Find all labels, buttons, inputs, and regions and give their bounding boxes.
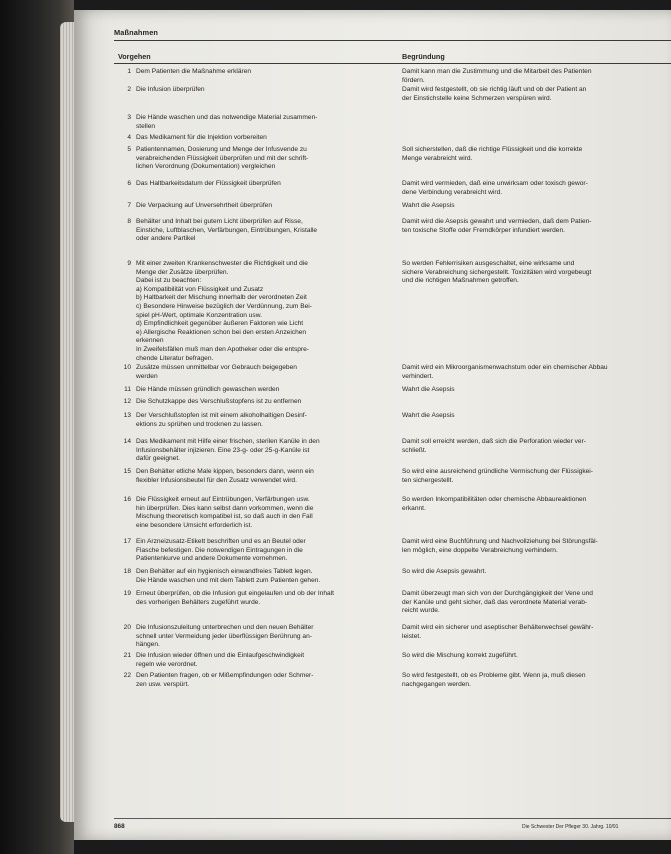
row-number: 9: [127, 260, 131, 267]
row-reason-text: Damit wird die Asepsis gewahrt und vermieden, daß dem Patien- ten toxische Stoffe oder Fremdkörper infundiert werden.: [402, 218, 592, 234]
journal-reference: Die Schwester Der Pfleger 30. Jahrg. 10/91: [522, 824, 619, 830]
row-step-text: Die Infusionszuleitung unterbrechen und den neuen Behälter schnell unter Vermeidung jeder überflüssigen Berührung an- hängen.: [136, 624, 314, 649]
footer-rule: [114, 818, 671, 819]
row-step-text: Das Medikament für die Injektion vorbereiten: [136, 134, 267, 141]
row-number: 17: [123, 538, 131, 545]
row-reason-text: Damit soll erreicht werden, daß sich die Perforation wieder ver- schließt.: [402, 438, 586, 454]
row-number: 13: [123, 412, 131, 419]
row-number: 5: [127, 146, 131, 153]
row-number: 15: [123, 468, 131, 475]
row-number: 7: [127, 202, 131, 209]
row-reason-text: Damit kann man die Zustimmung und die Mitarbeit des Patienten fördern.: [402, 68, 592, 84]
section-title: Maßnahmen: [114, 28, 159, 37]
row-step-text: Den Patienten fragen, ob er Mißempfindungen oder Schmer- zen usw. verspürt.: [136, 672, 314, 688]
row-number: 6: [127, 180, 131, 187]
row-number: 14: [123, 438, 131, 445]
row-number: 12: [123, 398, 131, 405]
row-reason-text: Wahrt die Asepsis: [402, 386, 455, 393]
row-step-text: Patientennamen, Dosierung und Menge der Infusvende zu verabreichenden Flüssigkeit überprüfen und mit der schrift- lichen Verordnung (Dokumentation) vergleichen: [136, 146, 309, 171]
row-number: 20: [123, 624, 131, 631]
row-reason-text: Soll sicherstellen, daß die richtige Flüssigkeit und die korrekte Menge verabreicht wird.: [402, 146, 583, 162]
row-number: 4: [127, 134, 131, 141]
row-reason-text: So werden Inkompatibilitäten oder chemische Abbaureaktionen erkannt.: [402, 496, 587, 512]
row-reason-text: So wird die Asepsis gewahrt.: [402, 568, 487, 575]
row-number: 3: [127, 114, 131, 121]
row-reason-text: Wahrt die Asepsis: [402, 202, 455, 209]
row-step-text: Behälter und Inhalt bei gutem Licht überprüfen auf Risse, Einstiche, Luftblaschen, Verfärbungen, Eintrübungen, Kristalle oder andere Partikel: [136, 218, 318, 243]
row-reason-text: Damit überzeugt man sich von der Durchgängigkeit der Vene und der Kanüle und geht sicher, daß das verordnete Material verab- reicht wurde.: [402, 590, 593, 615]
page-number: 868: [114, 823, 125, 830]
row-step-text: Den Behälter etliche Male kippen, besonders dann, wenn ein flexibler Infusionsbeutel für den Zusatz verwendet wird.: [136, 468, 314, 484]
row-number: 1: [127, 68, 131, 75]
row-number: 10: [123, 364, 131, 371]
row-step-text: Die Hände müssen gründlich gewaschen werden: [136, 386, 280, 393]
row-reason-text: Damit wird eine Buchführung und Nachvollziehung bei Störungsfäl- len möglich, eine doppelte Verabreichung verhindern.: [402, 538, 598, 554]
row-step-text: Die Infusion wieder öffnen und die Einlaufgeschwindigkeit regeln wie verordnet.: [136, 652, 305, 668]
row-step-text: Die Infusion überprüfen: [136, 86, 205, 93]
row-number: 16: [123, 496, 131, 503]
row-step-text: Zusätze müssen unmittelbar vor Gebrauch beigegeben werden: [136, 364, 297, 380]
row-reason-text: So wird festgestellt, ob es Probleme gibt. Wenn ja, muß diesen nachgegangen werden.: [402, 672, 586, 688]
row-step-text: Das Haltbarkeitsdatum der Flüssigkeit überprüfen: [136, 180, 281, 187]
row-step-text: Mit einer zweiten Krankenschwester die Richtigkeit und die Menge der Zusätze überprüfen. Dabei ist zu beachten: a) Kompatibilität von Flüssigkeit und Zusatz b) Haltbarkeit der Mischung innerhalb der verordneten Zeit c) Besondere Hinweise bezüglich der Verdünnung, zum Bei- spiel pH-Wert, optimale Konzentration usw. d) Empfindlichkeit gegenüber äußeren Faktoren wie Licht e) Allergische Reaktionen schon bei den ersten Anzeichen erkennen In Zweifelsfällen muß man den Apotheker oder die entspre- chende Literatur befragen.: [136, 260, 312, 362]
row-step-text: Die Schutzkappe des Verschlußstopfens ist zu entfernen: [136, 398, 302, 405]
row-step-text: Das Medikament mit Hilfe einer frischen, sterilen Kanüle in den Infusionsbehälter injizieren. Eine 23-g- oder 25-g-Kanüle ist dafür geeignet.: [136, 438, 320, 463]
row-number: 11: [124, 386, 131, 393]
row-step-text: Die Flüssigkeit erneut auf Eintrübungen, Verfärbungen usw. hin überprüfen. Dies kann selbst dann vorkommen, wenn die Mischung theoretisch kompatibel ist, so daß auch in den Fall eine besondere Umsicht erforderlich ist.: [136, 496, 314, 529]
row-number: 21: [123, 652, 131, 659]
row-step-text: Die Hände waschen und das notwendige Material zusammen- stellen: [136, 114, 318, 130]
row-reason-text: Damit wird festgestellt, ob sie richtig läuft und ob der Patient an der Einstichstelle keine Schmerzen verspüren wird.: [402, 86, 587, 102]
row-reason-text: So wird die Mischung korrekt zugeführt.: [402, 652, 518, 659]
column-header-vorgehen: Vorgehen: [118, 52, 151, 61]
row-step-text: Den Behälter auf ein hygienisch einwandfreies Tablett legen. Die Hände waschen und mit dem Tablett zum Patienten gehen.: [136, 568, 321, 584]
row-reason-text: So werden Fehlerrisiken ausgeschaltet, eine wirksame und sichere Verabreichung sichergestellt. Toxizitäten wird vorgebeugt und die richtigen Maßnahmen getroffen.: [402, 260, 592, 285]
row-step-text: Dem Patienten die Maßnahme erklären: [136, 68, 252, 75]
row-reason-text: Wahrt die Asepsis: [402, 412, 455, 419]
row-reason-text: Damit wird ein Mikroorganismenwachstum oder ein chemischer Abbau verhindert.: [402, 364, 608, 380]
row-number: 19: [123, 590, 131, 597]
row-step-text: Die Verpackung auf Unversehrtheit überprüfen: [136, 202, 272, 209]
row-reason-text: Damit wird ein sicherer und aseptischer Behälterwechsel gewähr- leistet.: [402, 624, 594, 640]
row-number: 2: [127, 86, 131, 93]
row-step-text: Ein Arzneizusatz-Etikett beschriften und es an Beutel oder Flasche befestigen. Die notwendigen Eintragungen in die Patientenkurve und andere Dokumente vornehmen.: [136, 538, 306, 563]
header-rule: [114, 63, 671, 64]
row-reason-text: So wird eine ausreichend gründliche Vermischung der Flüssigkei- ten sichergestellt.: [402, 468, 593, 484]
row-reason-text: Damit wird vermieden, daß eine unwirksam oder toxisch gewor- dene Verbindung verabreicht wird.: [402, 180, 588, 196]
row-step-text: Erneut überprüfen, ob die Infusion gut eingelaufen und ob der Inhalt des vorherigen Behälters zugeführt wurde.: [136, 590, 334, 606]
row-number: 22: [123, 672, 131, 679]
column-header-begruendung: Begründung: [402, 52, 445, 61]
document-page: [74, 10, 671, 840]
top-rule: [114, 40, 671, 41]
row-number: 18: [123, 568, 131, 575]
row-number: 8: [127, 218, 131, 225]
row-step-text: Der Verschlußstopfen ist mit einem alkoholhaltigen Desinf- ektions zu sprühen und trocknen zu lassen.: [136, 412, 307, 428]
